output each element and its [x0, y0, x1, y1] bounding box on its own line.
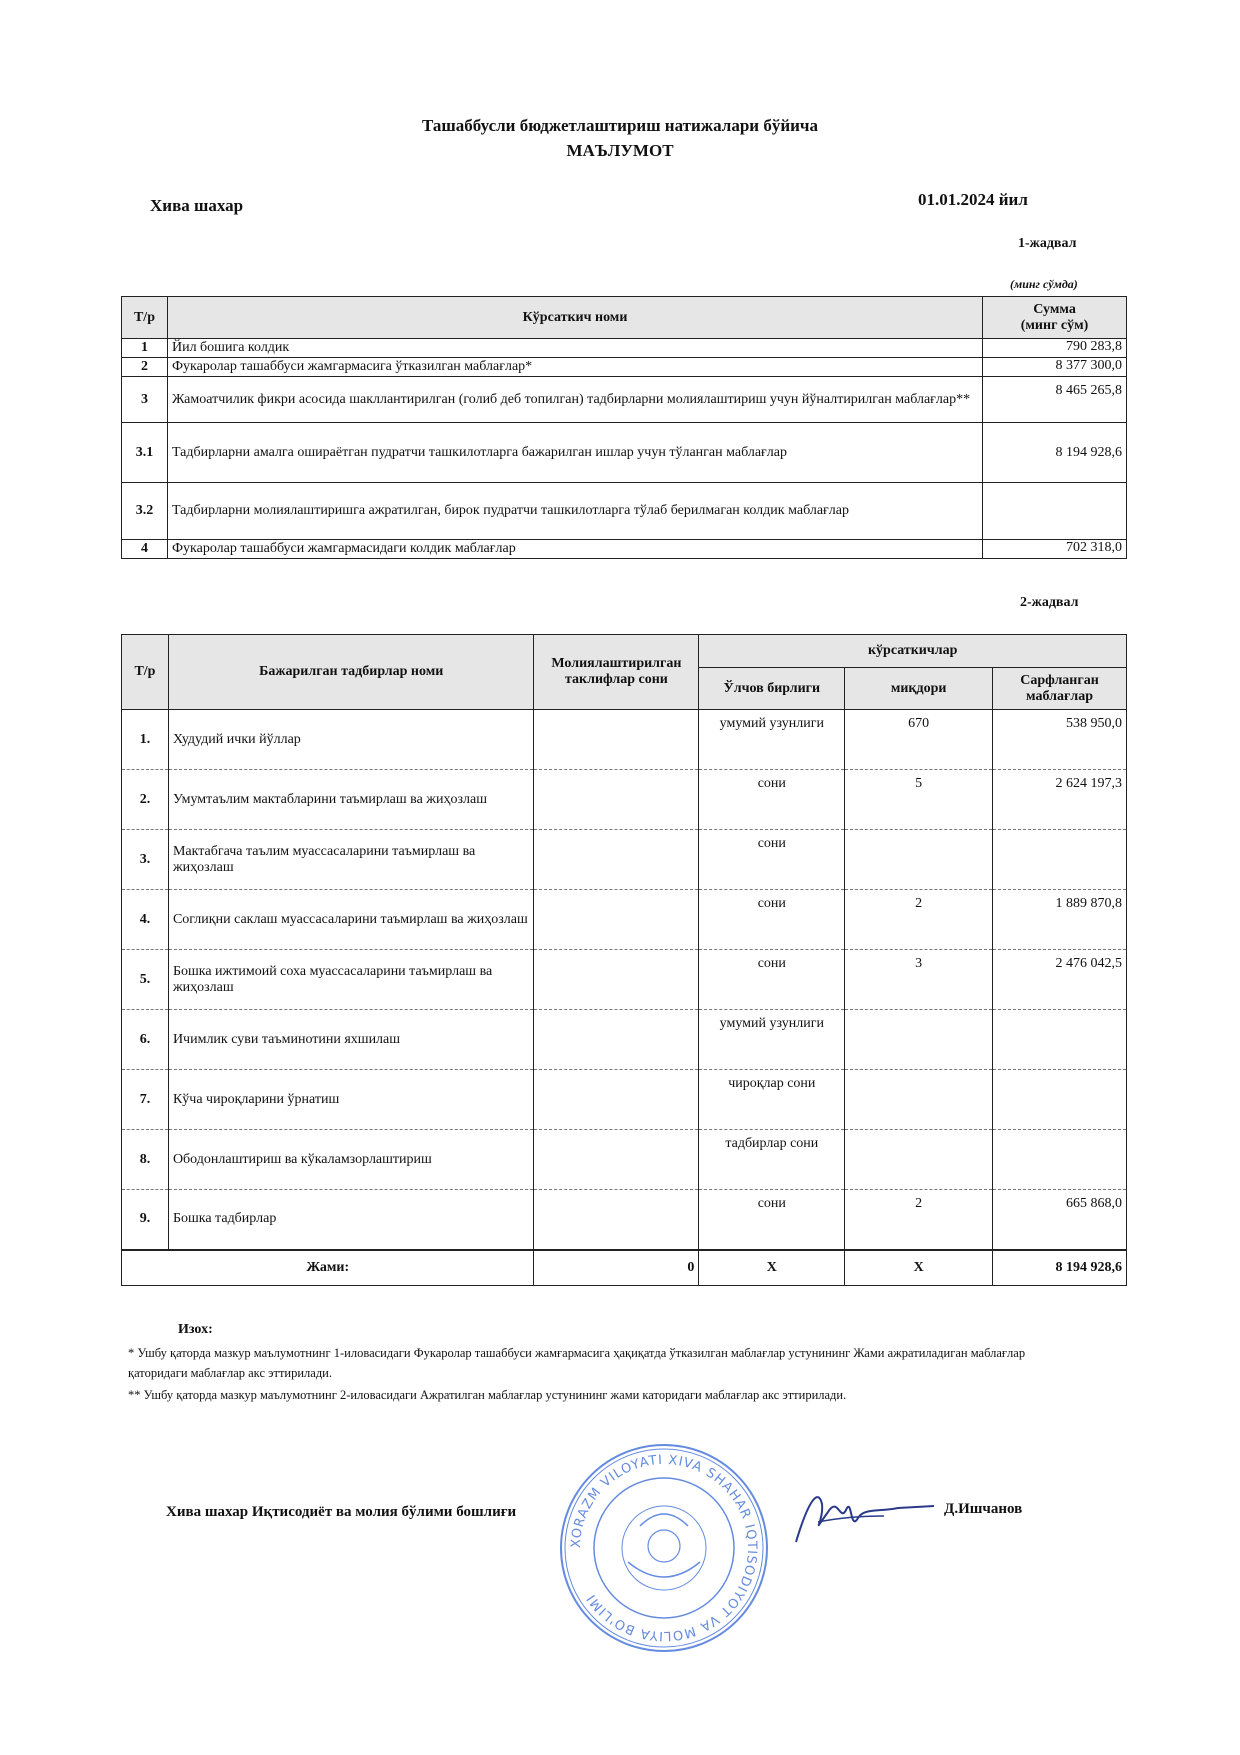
row-spent: 665 868,0 [993, 1190, 1127, 1250]
row-proposals [534, 770, 699, 830]
row-proposals [534, 1130, 699, 1190]
row-unit: умумий узунлиги [699, 710, 845, 770]
table-header-row [122, 635, 1127, 668]
row-activity: Соглиқни саклаш муассасаларини таъмирлаш ва жиҳозлаш [168, 890, 534, 950]
signatory-title: Хива шахар Иқтисодиёт ва молия бўлими бошлиғи [166, 1504, 517, 1520]
header-indicators: кўрсаткичлар [699, 635, 1127, 668]
row-qty: 3 [845, 950, 993, 1010]
row-qty: 2 [845, 1190, 993, 1250]
header-proposals-line1: Молиялаштирилган [551, 656, 682, 671]
row-num: 6. [122, 1010, 169, 1070]
row-sum: 8 377 300,0 [983, 358, 1127, 377]
row-proposals [534, 1190, 699, 1250]
city-label: Хива шахар [150, 196, 244, 215]
note-2: ** Ушбу қаторда мазкур маълумотнинг 2-иловасидаги Ажратилган маблағлар устунининг жами каторидаги маблағлар акс эттирилади. [128, 1388, 847, 1402]
row-spent: 1 889 870,8 [993, 890, 1127, 950]
header-name: Кўрсаткич номи [167, 297, 982, 339]
row-sum: 790 283,8 [983, 339, 1127, 358]
table-row [122, 423, 1127, 483]
header-unit: Ўлчов бирлиги [699, 668, 845, 710]
row-sum: 8 465 265,8 [983, 377, 1127, 423]
table-row [122, 483, 1127, 540]
row-unit: сони [699, 770, 845, 830]
summary-table [121, 296, 1127, 559]
row-num: 2 [122, 358, 168, 377]
table-row [122, 1130, 1127, 1190]
row-num: 3.1 [122, 423, 168, 483]
activities-table [121, 634, 1127, 1286]
row-num: 3. [122, 830, 169, 890]
row-name: Жамоатчилик фикри асосида шакллантирилган (голиб деб топилган) тадбирларни молиялаштириш учун йўналтирилган маблағлар** [167, 377, 982, 423]
row-qty [845, 830, 993, 890]
row-num: 4. [122, 890, 169, 950]
note-1: * Ушбу қаторда мазкур маълумотнинг 1-иловасидаги Фукаролар ташаббуси жамғармасига ҳақиқатда ўтказилган маблағлар устунининг Жами ажратиладиган маблағлар қаторидаги маблағлар акс эттирилади. [128, 1346, 1026, 1380]
total-row [122, 1250, 1127, 1286]
row-proposals [534, 1010, 699, 1070]
row-num: 1 [122, 339, 168, 358]
row-activity: Ичимлик суви таъминотини яхшилаш [168, 1010, 534, 1070]
table-row [122, 890, 1127, 950]
handwritten-signature-icon [788, 1482, 938, 1552]
total-proposals: 0 [534, 1250, 699, 1286]
header-spent [993, 668, 1127, 710]
notes-heading: Изох: [178, 1322, 213, 1337]
row-activity: Кўча чироқларини ўрнатиш [168, 1070, 534, 1130]
document-subtitle: МАЪЛУМОТ [566, 141, 674, 160]
row-spent [993, 1010, 1127, 1070]
row-num: 3 [122, 377, 168, 423]
table-row [122, 710, 1127, 770]
row-unit: умумий узунлиги [699, 1010, 845, 1070]
row-spent: 538 950,0 [993, 710, 1127, 770]
header-spent-line1: Сарфланган [1020, 672, 1099, 688]
row-qty [845, 1070, 993, 1130]
stamp-text: XORAZM VILOYATI XIVA SHAHAR IQTISODIYOT VA MOLIYA BO'LIMI [568, 1452, 760, 1644]
row-num: 2. [122, 770, 169, 830]
row-name: Йил бошига колдик [167, 339, 982, 358]
header-proposals-line2: таклифлар сони [564, 672, 668, 687]
header-num: Т/р [122, 635, 169, 710]
row-activity: Худудий ички йўллар [168, 710, 534, 770]
signatory-name: Д.Ишчанов [944, 1501, 1023, 1517]
row-spent [993, 830, 1127, 890]
table-row [122, 1190, 1127, 1250]
row-num: 3.2 [122, 483, 168, 540]
header-sum-line1: Сумма [1033, 301, 1076, 317]
row-qty [845, 1130, 993, 1190]
row-proposals [534, 710, 699, 770]
table1-label: 1-жадвал [1018, 236, 1077, 251]
table2-label: 2-жадвал [1020, 595, 1079, 610]
unit-note: (минг сўмда) [1010, 277, 1078, 291]
row-qty: 5 [845, 770, 993, 830]
header-proposals [534, 635, 699, 710]
row-name: Фукаролар ташаббуси жамгармасидаги колдик маблағлар [167, 540, 982, 559]
table-row [122, 770, 1127, 830]
row-proposals [534, 950, 699, 1010]
row-proposals [534, 890, 699, 950]
document-title: Ташаббусли бюджетлаштириш натижалари бўйича [422, 116, 818, 135]
row-spent: 2 476 042,5 [993, 950, 1127, 1010]
total-spent: 8 194 928,6 [993, 1250, 1127, 1286]
row-num: 9. [122, 1190, 169, 1250]
header-spent-line2: маблағлар [1026, 688, 1093, 704]
row-proposals [534, 830, 699, 890]
row-num: 1. [122, 710, 169, 770]
table-row [122, 358, 1127, 377]
total-unit: X [699, 1250, 845, 1286]
table-row [122, 1010, 1127, 1070]
row-num: 4 [122, 540, 168, 559]
row-name: Тадбирларни молиялаштиришга ажратилган, бирок пудратчи ташкилотларга тўлаб берилмаган колдик маблағлар [167, 483, 982, 540]
row-num: 8. [122, 1130, 169, 1190]
row-unit: сони [699, 830, 845, 890]
row-num: 7. [122, 1070, 169, 1130]
row-sum: 702 318,0 [983, 540, 1127, 559]
header-activity-name: Бажарилган тадбирлар номи [168, 635, 534, 710]
row-qty: 2 [845, 890, 993, 950]
row-num: 5. [122, 950, 169, 1010]
row-unit: сони [699, 950, 845, 1010]
row-name: Фукаролар ташаббуси жамгармасига ўтказилган маблағлар* [167, 358, 982, 377]
row-sum [983, 483, 1127, 540]
row-name: Тадбирларни амалга ошираётган пудратчи ташкилотларга бажарилган ишлар учун тўланган маблағлар [167, 423, 982, 483]
table-row [122, 339, 1127, 358]
row-activity: Бошка ижтимоий соха муассасаларини таъмирлаш ва жиҳозлаш [168, 950, 534, 1010]
report-date: 01.01.2024 йил [918, 190, 1028, 209]
table-row [122, 950, 1127, 1010]
row-qty: 670 [845, 710, 993, 770]
row-unit: сони [699, 890, 845, 950]
svg-text:XORAZM VILOYATI XIVA SHAHAR IQ [569, 1453, 759, 1643]
row-spent [993, 1070, 1127, 1130]
row-proposals [534, 1070, 699, 1130]
table-row [122, 377, 1127, 423]
total-label: Жами: [122, 1250, 534, 1286]
row-unit: тадбирлар сони [699, 1130, 845, 1190]
official-stamp-icon [558, 1442, 770, 1654]
total-qty: X [845, 1250, 993, 1286]
row-activity: Ободонлаштириш ва кўкаламзорлаштириш [168, 1130, 534, 1190]
header-num: Т/р [122, 297, 168, 339]
table-row [122, 540, 1127, 559]
table-header-row [122, 297, 1127, 339]
row-unit: сони [699, 1190, 845, 1250]
row-sum: 8 194 928,6 [983, 423, 1127, 483]
row-spent: 2 624 197,3 [993, 770, 1127, 830]
header-qty: миқдори [845, 668, 993, 710]
header-sum [983, 297, 1127, 339]
row-qty [845, 1010, 993, 1070]
row-unit: чироқлар сони [699, 1070, 845, 1130]
table-row [122, 1070, 1127, 1130]
header-sum-line2: (минг сўм) [1020, 317, 1089, 333]
row-activity: Мактабгача таълим муассасаларини таъмирлаш ва жиҳозлаш [168, 830, 534, 890]
row-spent [993, 1130, 1127, 1190]
row-activity: Умумтаълим мактабларини таъмирлаш ва жиҳозлаш [168, 770, 534, 830]
table-row [122, 830, 1127, 890]
row-activity: Бошка тадбирлар [168, 1190, 534, 1250]
